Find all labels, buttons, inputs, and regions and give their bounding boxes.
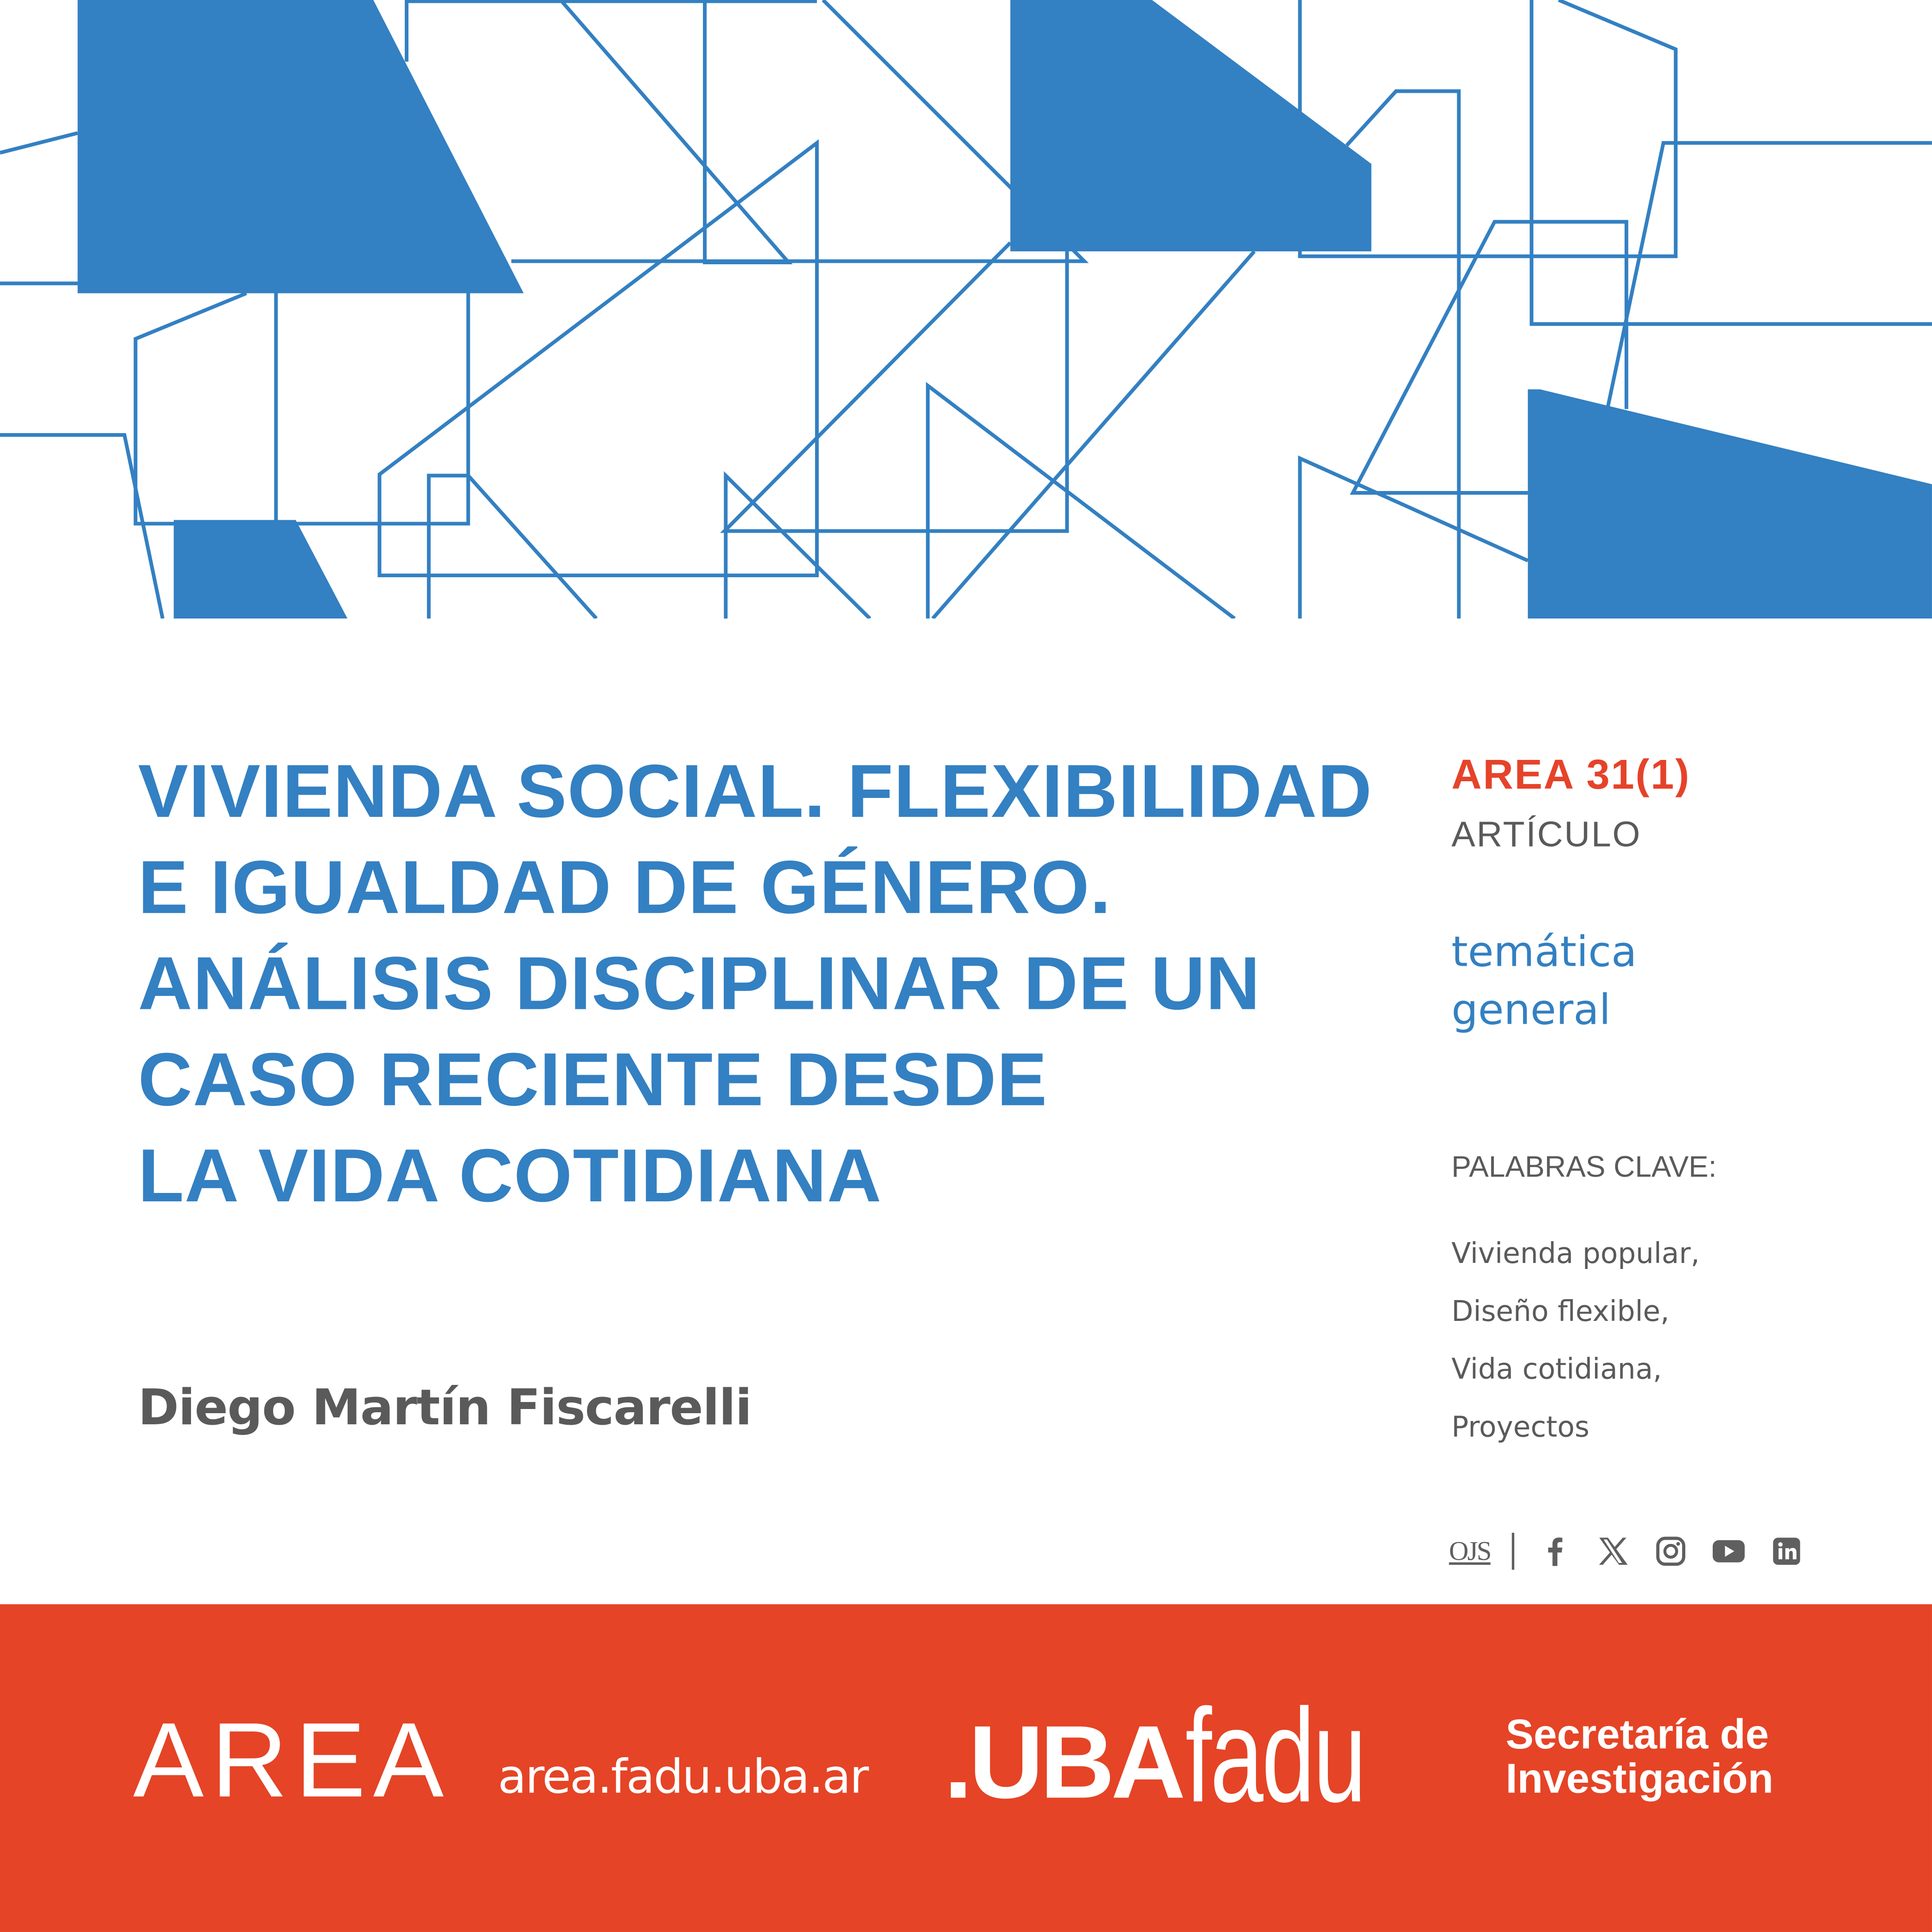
divider — [1511, 1533, 1514, 1570]
keywords-list — [1452, 1226, 1700, 1458]
topic — [1452, 924, 1637, 1040]
keyword: Diseño flexible, — [1451, 1296, 1670, 1328]
shape — [1010, 0, 1371, 251]
uba-logo: .UBA — [944, 1704, 1182, 1820]
article-title — [138, 743, 1372, 1223]
issue-label: AREA 31(1) — [1451, 752, 1690, 799]
keyword: Vivienda popular, — [1451, 1238, 1700, 1270]
keyword: Proyectos — [1451, 1412, 1590, 1444]
shape — [1528, 389, 1932, 618]
topic-line: general — [1451, 986, 1611, 1035]
article-type: ARTÍCULO — [1451, 816, 1642, 855]
author-name: Diego Martín Fiscarelli — [138, 1380, 752, 1437]
keywords-label: PALABRAS CLAVE: — [1451, 1151, 1717, 1184]
ojs-link[interactable]: OJS — [1449, 1535, 1491, 1566]
x-icon[interactable] — [1596, 1535, 1628, 1567]
title-line: CASO RECIENTE DESDE — [138, 1037, 1048, 1122]
topic-line: temática — [1451, 928, 1637, 977]
fadu-logo: fadu — [1185, 1680, 1365, 1830]
shape — [174, 520, 348, 618]
shape — [77, 0, 523, 293]
instagram-icon[interactable] — [1654, 1535, 1686, 1567]
title-line: ANÁLISIS DISCIPLINAR DE UN — [138, 941, 1261, 1026]
title-line: E IGUALDAD DE GÉNERO. — [138, 845, 1112, 929]
title-line: LA VIDA COTIDIANA — [138, 1133, 882, 1218]
social-links — [1449, 1530, 1828, 1572]
website-link[interactable]: area.fadu.uba.ar — [497, 1749, 868, 1804]
linkedin-icon[interactable] — [1770, 1535, 1802, 1567]
youtube-icon[interactable] — [1712, 1535, 1744, 1567]
facebook-icon[interactable] — [1538, 1535, 1570, 1567]
keyword: Vida cotidiana, — [1451, 1354, 1662, 1386]
filled-shapes — [77, 0, 1932, 618]
title-line: VIVIENDA SOCIAL. FLEXIBILIDAD — [138, 749, 1373, 833]
area-logo: AREA — [133, 1702, 452, 1820]
footer-bar — [0, 1604, 1932, 1932]
secretaria-logo — [1505, 1713, 1773, 1801]
geometric-pattern — [0, 0, 1932, 618]
secretaria-line: Investigación — [1505, 1755, 1773, 1803]
secretaria-line: Secretaría de — [1505, 1711, 1769, 1759]
